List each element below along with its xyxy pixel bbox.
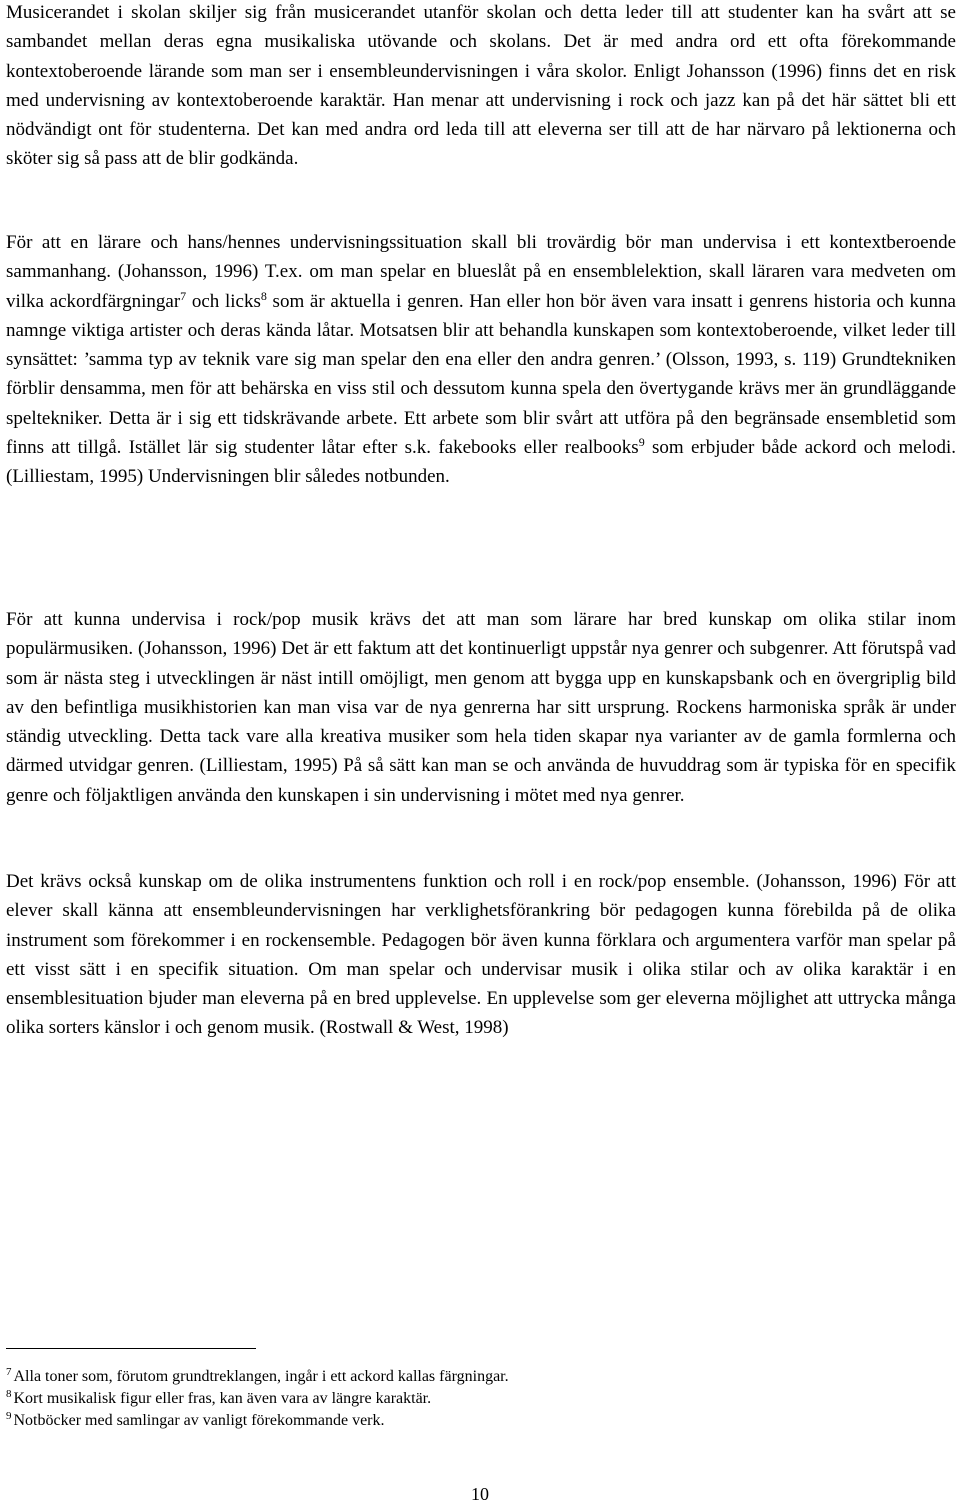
footnote-ref-7: 7: [180, 288, 187, 303]
footnote-8: [6, 1388, 946, 1410]
page-number: 10: [471, 1484, 489, 1504]
footnote-number: 8: [6, 1387, 12, 1400]
footnotes: [6, 1366, 946, 1432]
footnote-9: [6, 1410, 946, 1432]
paragraph-1: Musicerandet i skolan skiljer sig från musicerandet utanför skolan och detta leder till att studenter kan ha svårt att se sambandet mellan deras egna musikaliska utövande och skolans. Det är med andra ord ett ofta förekommande kontextoberoende lärande som man ser i ensembleundervisningen i våra skolor. Enligt Johansson (1996) finns det en risk med undervisning av kontextoberoende karaktär. Han menar att undervisning i rock och jazz kan på det här sättet bli ett nödvändigt ont för studenterna. Det kan med andra ord leda till att eleverna ser till att de har närvaro på lektionerna och sköter sig så pass att de blir godkända.: [6, 2, 956, 170]
paragraph-2: [6, 228, 956, 492]
footnote-7: [6, 1366, 946, 1388]
footnote-text: Alla toner som, förutom grundtreklangen, ingår i ett ackord kallas färgningar.: [13, 1368, 509, 1385]
paragraph-2-text-d: som erbjuder både ackord och melodi. (Lilliestam, 1995) Undervisningen blir således notbunden.: [6, 437, 957, 488]
paragraph-2-text-c: som är aktuella i genren. Han eller hon bör även vara insatt i genrens historia och kunna namnge viktiga artister och deras kända låtar. Motsatsen blir att behandla kunskapen som kontextoberoende, vilket leder till synsättet: ’samma typ av teknik vare sig man spelar den ena eller den andra genren.’ (Olsson, 1993, s. 119) Grundtekniken förblir densamma, men för att behärska en viss stil och dessutom kunna spela den övertygande krävs mer än grundläggande speltekniker. Detta är i sig ett tidskrävande arbete. Ett arbete som blir svårt att utföra på den begränsade ensembletid som finns att tillgå. Istället lär sig studenter låtar efter s.k. fakebooks eller realbooks: [6, 290, 956, 459]
footnote-ref-8: 8: [260, 288, 267, 303]
footnote-text: Kort musikalisk figur eller fras, kan även vara av längre karaktär.: [13, 1390, 432, 1407]
paragraph-4: Det krävs också kunskap om de olika instrumentens funktion och roll i en rock/pop ensemble. (Johansson, 1996) För att elever skall känna att ensembleundervisningen har verklighetsförankring bör pedagogen kunna förebilda på de olika instrument som förekommer i en rockensemble. Pedagogen bör även kunna förklara och argumentera varför man spelar på ett visst sätt i en specifik situation. Om man spelar och undervisar musik i olika stilar och av olika karaktär i en ensemblesituation bjuder man eleverna på en bred upplevelse. En upplevelse som ger eleverna möjlighet att uttrycka många olika sorters känslor i och genom musik. (Rostwall & West, 1998): [6, 871, 956, 1039]
footnote-text: Notböcker med samlingar av vanligt förekommande verk.: [13, 1412, 385, 1429]
footnote-divider: [6, 1348, 256, 1349]
footnote-ref-9: 9: [638, 434, 645, 449]
footnote-number: 9: [6, 1409, 12, 1422]
paragraph-3: För att kunna undervisa i rock/pop musik krävs det att man som lärare har bred kunskap om olika stilar inom populärmusiken. (Johansson, 1996) Det är ett faktum att det kontinuerligt uppstår nya genrer och subgenrer. Att förutspå vad som är nästa steg i utvecklingen är näst intill omöjligt, men genom att bygga upp en kunskapsbank och en övergriplig bild av den befintliga musikhistorien kan man visa var de nya genrerna har sitt ursprung. Rockens harmoniska språk är under ständig utveckling. Detta tack vare alla kreativa musiker som hela tiden skapar nya varianter av de gamla formlerna och därmed utvidgar genren. (Lilliestam, 1995) På så sätt kan man se och använda de huvuddrag som är typiska för en specifik genre och följaktligen använda den kunskapen i sin undervisning i mötet med nya genrer.: [6, 609, 956, 806]
footnote-number: 7: [6, 1365, 12, 1378]
paragraph-2-text-a: För att en lärare och hans/hennes undervisningssituation skall bli trovärdig bör man undervisa i ett kontextberoende sammanhang. (Johansson, 1996) T.ex. om man spelar en blueslåt på en ensemblelektion, skall läraren vara medveten om vilka ackordfärgningar: [6, 232, 956, 312]
paragraph-2-text-b: och licks: [186, 290, 261, 312]
